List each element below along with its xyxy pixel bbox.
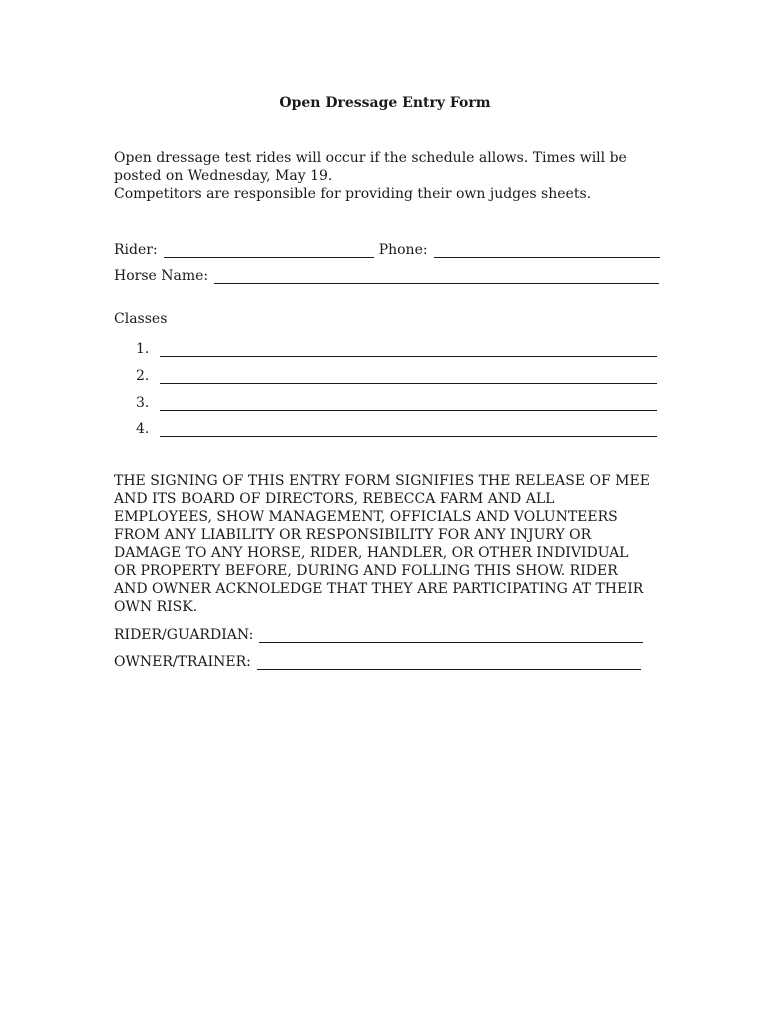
owner-label: OWNER/TRAINER: [114, 654, 251, 670]
horse-name-row [114, 264, 659, 284]
phone-label: Phone: [378, 242, 428, 258]
class-number: 2. [136, 368, 150, 384]
form-title: Open Dressage Entry Form [279, 95, 491, 111]
class-field-4[interactable] [160, 420, 657, 437]
class-number: 4. [136, 421, 150, 437]
class-item-1 [136, 337, 657, 357]
guardian-signature-field[interactable] [259, 626, 643, 643]
class-number: 1. [136, 341, 150, 357]
guardian-label: RIDER/GUARDIAN: [114, 627, 254, 643]
class-field-3[interactable] [160, 394, 657, 411]
class-field-1[interactable] [160, 340, 657, 357]
rider-label: Rider: [114, 242, 158, 258]
intro-schedule-note: Open dressage test rides will occur if the schedule allows. Times will be posted on Wednesday, May 19. [114, 150, 627, 184]
rider-phone-row [114, 238, 660, 258]
class-item-4 [136, 417, 657, 437]
class-field-2[interactable] [160, 367, 657, 384]
class-number: 3. [136, 395, 150, 411]
rider-field[interactable] [164, 241, 374, 258]
owner-signature-field[interactable] [257, 653, 641, 670]
intro-text [114, 149, 674, 203]
liability-release-text: THE SIGNING OF THIS ENTRY FORM SIGNIFIES THE RELEASE OF MEE AND ITS BOARD OF DIRECTORS, REBECCA FARM AND ALL EMPLOYEES, SHOW MANAGEMENT, OFFICIALS AND VOLUNTEERS FROM ANY LIABILITY OR RESPONSIBILITY FOR ANY INJURY OR DAMAGE TO ANY HORSE, RIDER, HANDLER, OR OTHER INDIVIDUAL OR PROPERTY BEFORE, DURING AND FOLLING THIS SHOW. RIDER AND OWNER ACKNOLEDGE THAT THEY ARE PARTICIPATING AT THEIR OWN RISK. [114, 473, 650, 615]
horse-name-label: Horse Name: [114, 268, 209, 284]
owner-row [114, 650, 641, 670]
guardian-row [114, 623, 643, 643]
intro-judges-note: Competitors are responsible for providing their own judges sheets. [114, 186, 592, 202]
class-item-3 [136, 391, 657, 411]
phone-field[interactable] [434, 241, 660, 258]
class-item-2 [136, 364, 657, 384]
horse-name-field[interactable] [214, 267, 659, 284]
classes-heading: Classes [114, 311, 168, 327]
